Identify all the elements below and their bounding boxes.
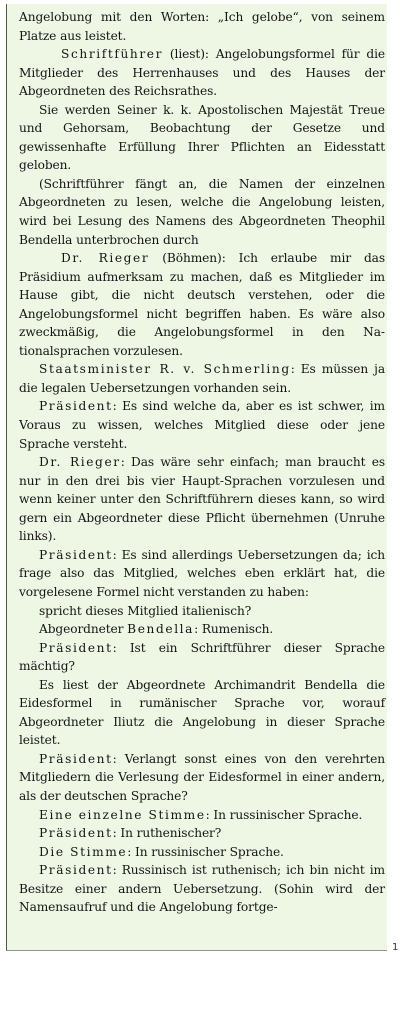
newspaper-clipping — [6, 4, 387, 951]
text-run: : Es sind allerdings Uebersetzungen da; ich frage also das Mitglied, welches eben erklärt hat, die vorgelesene Formel nicht verstanden zu haben: — [19, 547, 385, 599]
speaker-name: Präsident — [39, 640, 113, 655]
speaker-name: Schriftführer — [61, 47, 164, 62]
speaker-name: Präsident — [39, 399, 113, 414]
paragraph — [19, 806, 385, 825]
paragraph — [19, 546, 385, 602]
paragraph — [19, 602, 385, 621]
paragraph — [19, 453, 385, 546]
paragraph — [19, 8, 385, 45]
paragraph — [19, 639, 385, 676]
text-run: Abgeordneter — [39, 622, 128, 637]
text-run: : Es sind welche da, aber es ist schwer, im Voraus zu wissen, welches Mitglied diese oder jene Sprache versteht. — [19, 399, 385, 451]
text-run: Es liest der Abgeordnete Archimandrit Bendella die Eidesformel in rumänischer Sprache vor, worauf Abgeordneter Iliutz die Angelobung in dieser Sprache leistet. — [19, 677, 385, 748]
paragraph — [19, 676, 385, 750]
text-run: (Schriftführer fängt an, die Namen der einzelnen Abgeordneten zu lesen, welche die Angelobung leisten, wird bei Lesung des Namens des Abgeordneten Theophil Bendella unterbrochen durch — [19, 176, 385, 247]
text-run: (liest): Angelobungsformel für die Mitglieder des Herrenhauses und des Hauses der Abgeordneten des Reichsrathes. — [19, 47, 385, 99]
speaker-name: Dr. Rieger — [39, 455, 121, 470]
paragraph — [19, 360, 385, 397]
speaker-name: Dr. Rieger — [61, 251, 150, 266]
paragraph — [19, 101, 385, 175]
page-number: 1 — [392, 942, 399, 953]
text-run: (Böhmen): Ich erlaube mir das Präsidium aufmerksam zu machen, daß es Mitglieder im Hause gibt, die nicht deutsch verstehen, oder die Angelobungsformel nicht begriffen haben. Es wäre also zweckmäßig, die Angelobungsformel in den Nationalsprachen vorzulesen. — [19, 251, 385, 358]
paragraph — [19, 45, 385, 101]
paragraph — [19, 620, 385, 639]
text-run: : Russinisch ist ruthenisch; ich bin nicht im Besitze einer andern Uebersetzung. (Sohin wird der Namensaufruf und die Angelobung fortge- — [19, 863, 385, 915]
text-run: : Ist ein Schriftführer dieser Sprache mächtig? — [19, 640, 385, 674]
text-run: Angelobung mit den Worten: „Ich gelobe“, von seinem Platze aus leistet. — [19, 10, 385, 43]
paragraph — [19, 249, 385, 360]
text-run: spricht dieses Mitglied italienisch? — [39, 603, 252, 618]
speaker-name: Die Stimme — [39, 844, 128, 859]
text-run: : Das wäre sehr einfach; man braucht es nur in den drei bis vier Haupt-Sprachen vorzulesen und wenn keiner unter den Schriftführern dieses kann, so wird gern ein Abgeordneter diese Pflicht übernehmen (Unruhe links). — [19, 455, 385, 544]
speaker-name: Bendella — [127, 622, 195, 637]
speaker-name: Präsident — [39, 826, 113, 841]
speaker-name: Präsident — [39, 547, 113, 562]
document-body — [19, 8, 385, 917]
paragraph — [19, 824, 385, 843]
text-run: : In russinischer Sprache. — [127, 844, 284, 859]
paragraph — [19, 861, 385, 917]
paragraph — [19, 397, 385, 453]
paragraph — [19, 843, 385, 862]
text-run: : Verlangt sonst eines von den verehrten Mitgliedern die Verlesung der Eidesformel in einer andern, als der deutschen Sprache? — [19, 751, 385, 803]
text-run: : In ruthenischer? — [112, 826, 222, 841]
text-run: : In russinischer Sprache. — [205, 807, 363, 822]
paragraph — [19, 750, 385, 806]
speaker-name: Präsident — [39, 863, 113, 878]
speaker-name: Eine einzelne Stimme — [39, 807, 206, 822]
text-run: : Es müssen ja die legalen Uebersetzungen vorhanden sein. — [19, 362, 385, 395]
text-run: : Rumenisch. — [194, 622, 274, 637]
speaker-name: Staatsminister R. v. Schmerling — [39, 362, 291, 377]
text-run: Sie werden Seiner k. k. Apostolischen Majestät Treue und Gehorsam, Beobachtung der Gesetze und gewissenhafte Erfüllung Ihrer Pflichten an Eidesstatt geloben. — [19, 102, 385, 173]
speaker-name: Präsident — [39, 751, 113, 766]
paragraph — [19, 175, 385, 249]
